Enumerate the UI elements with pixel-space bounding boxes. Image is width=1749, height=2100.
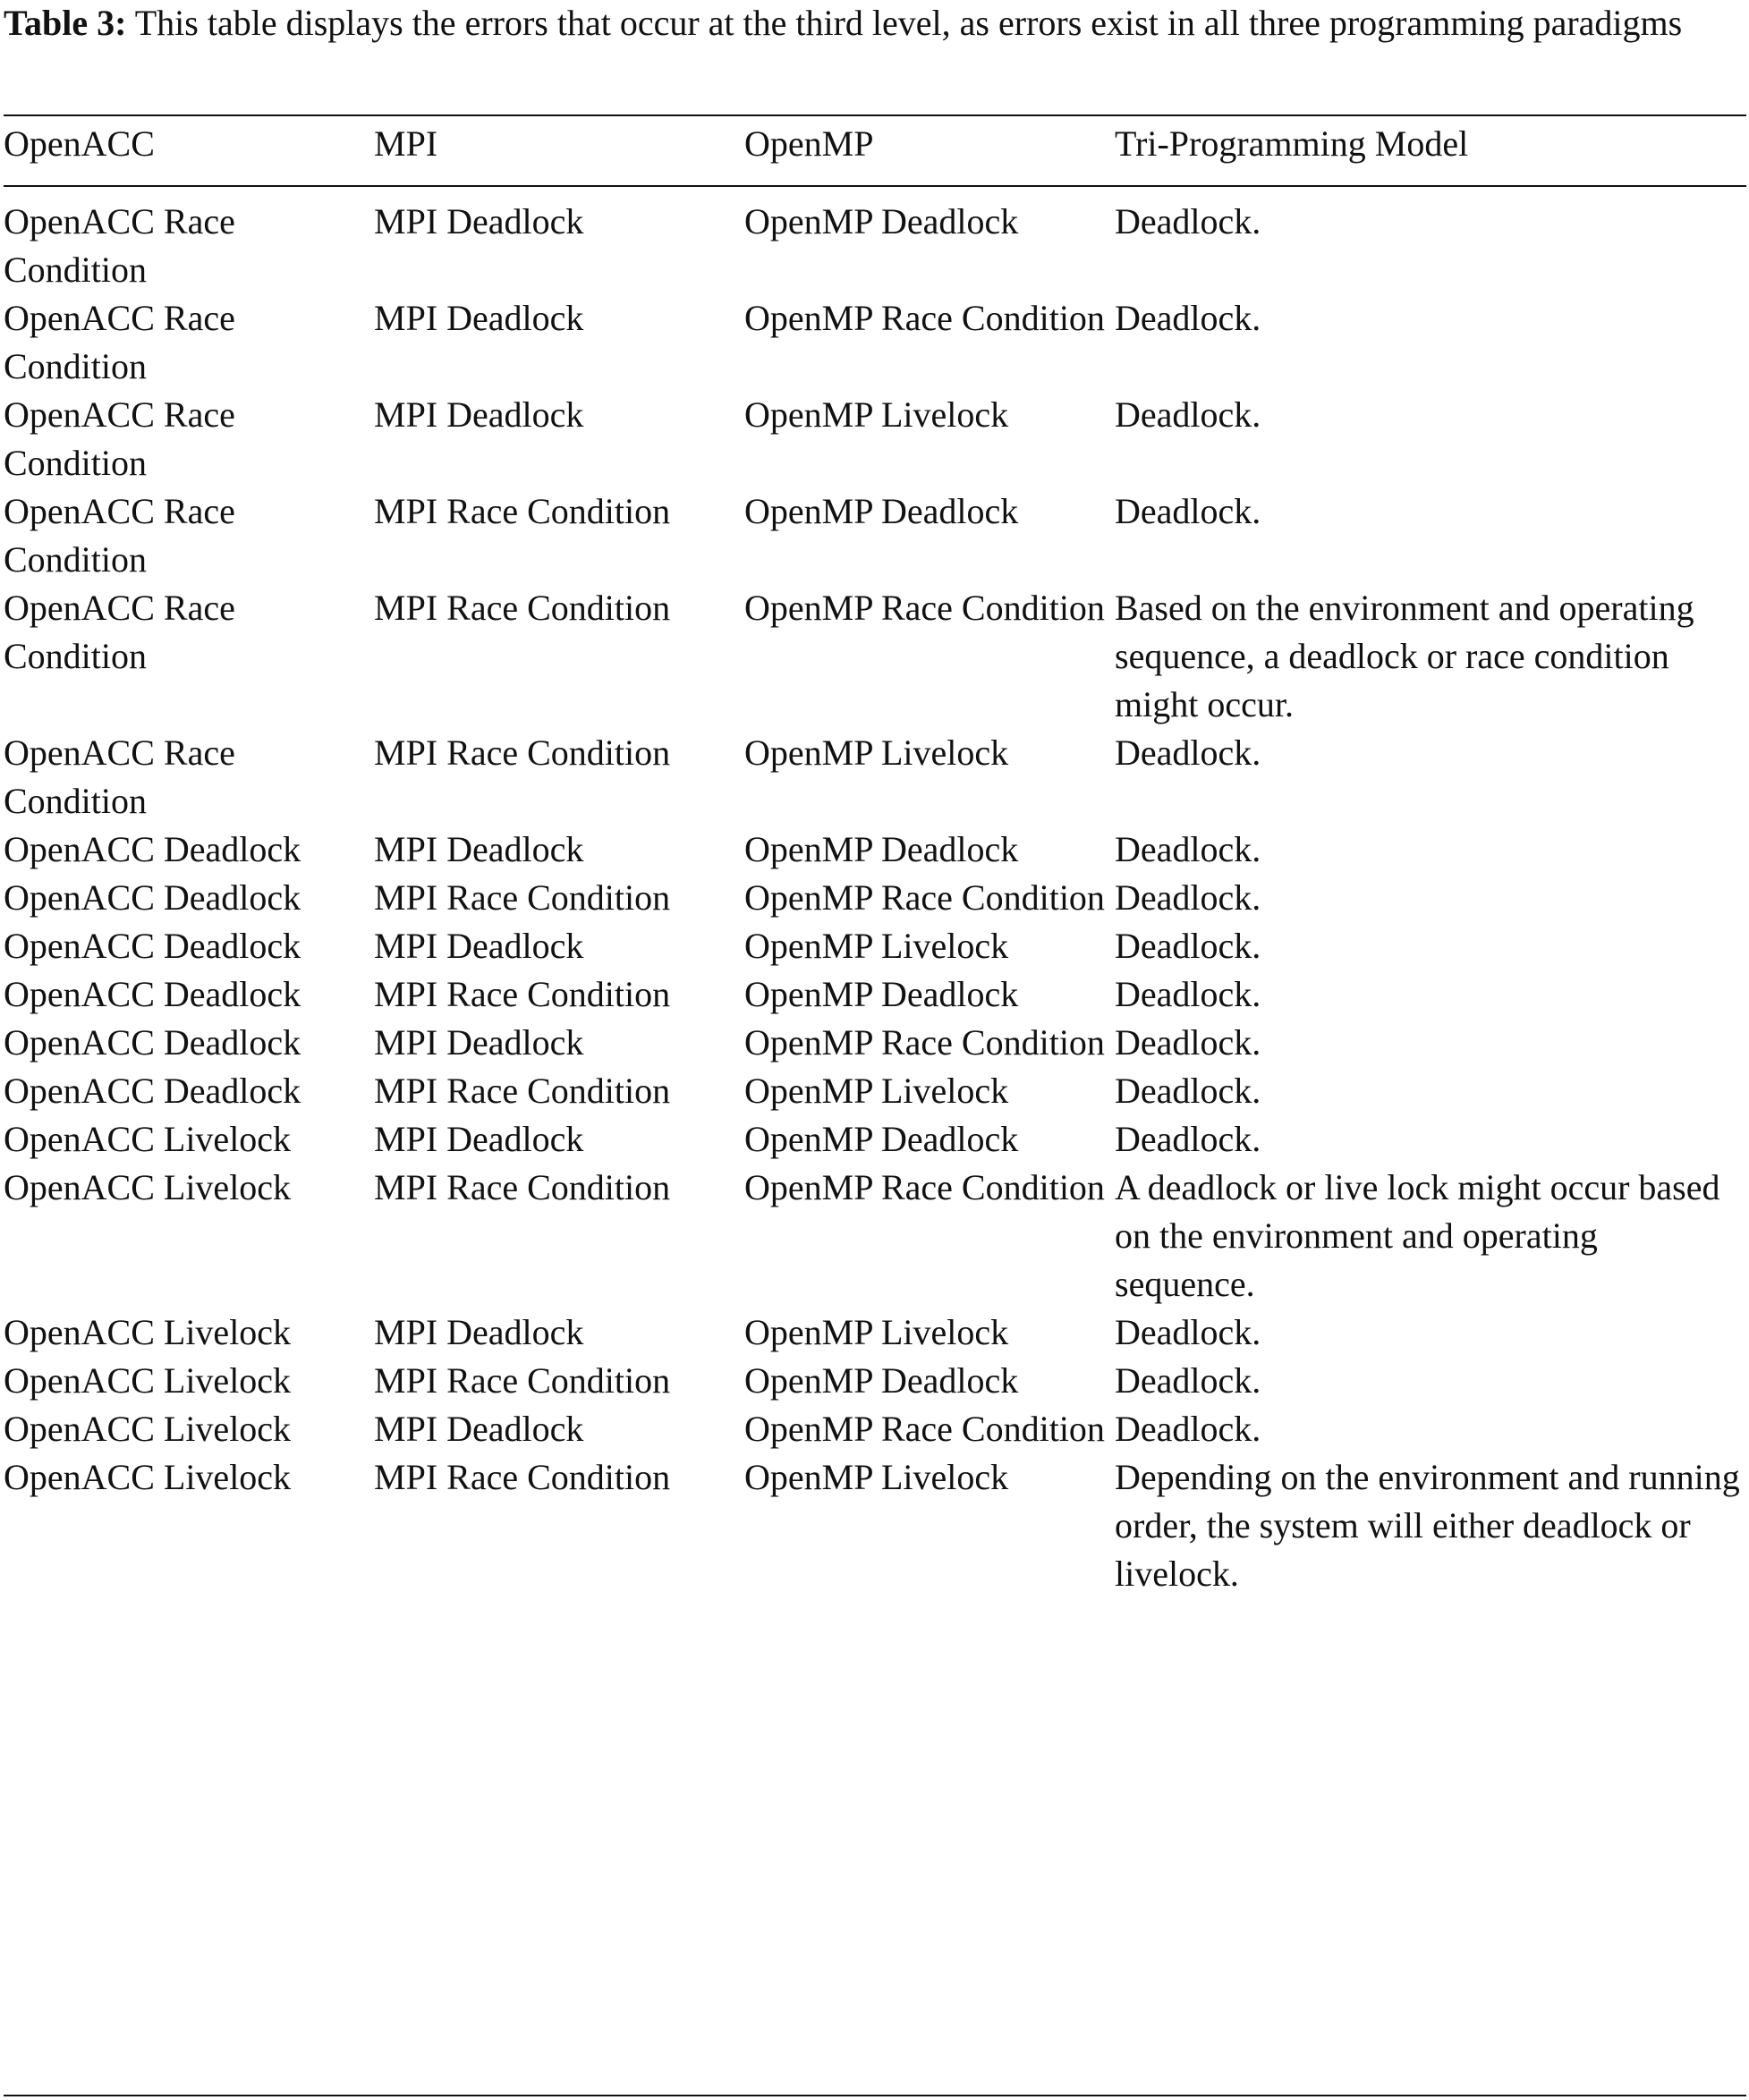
- header-openacc: OpenACC: [4, 123, 155, 164]
- mpi-cell: MPI Race Condition: [374, 491, 671, 531]
- table-row: [4, 487, 1746, 584]
- table-row: [4, 922, 1746, 970]
- model-cell: Deadlock.: [1115, 1312, 1261, 1352]
- table-row: [4, 391, 1746, 487]
- openacc-cell: OpenACC Livelock: [4, 1360, 292, 1401]
- bottom-rule: [4, 2095, 1746, 2096]
- openmp-cell: OpenMP Deadlock: [744, 1119, 1019, 1159]
- openacc-cell: OpenACC Deadlock: [4, 829, 301, 869]
- openacc-cell: OpenACC Deadlock: [4, 926, 301, 966]
- openacc-cell: OpenACC Deadlock: [4, 877, 301, 918]
- table-row: [4, 294, 1746, 391]
- header-openmp: OpenMP: [744, 123, 874, 164]
- openmp-cell: OpenMP Deadlock: [744, 491, 1019, 531]
- openmp-cell: OpenMP Livelock: [744, 394, 1009, 435]
- table-row: [4, 729, 1746, 826]
- mpi-cell: MPI Deadlock: [374, 829, 584, 869]
- model-cell: Deadlock.: [1115, 394, 1261, 435]
- table-row: [4, 826, 1746, 874]
- openacc-cell: OpenACC Deadlock: [4, 974, 301, 1014]
- mpi-cell: MPI Race Condition: [374, 1457, 671, 1497]
- openacc-cell: OpenACC Race Condition: [4, 298, 235, 386]
- table-row: [4, 1115, 1746, 1164]
- caption-text: This table displays the errors that occur at the third level, as errors exist in all three programming paradigms: [134, 3, 1683, 43]
- table-caption: [4, 0, 1746, 47]
- mpi-cell: MPI Race Condition: [374, 1071, 671, 1111]
- openmp-cell: OpenMP Race Condition: [744, 298, 1105, 338]
- openmp-cell: OpenMP Race Condition: [744, 588, 1105, 628]
- openmp-cell: OpenMP Livelock: [744, 732, 1009, 773]
- mpi-cell: MPI Deadlock: [374, 394, 584, 435]
- model-cell: Deadlock.: [1115, 298, 1261, 338]
- table-row: [4, 1019, 1746, 1067]
- mpi-cell: MPI Race Condition: [374, 1167, 671, 1207]
- openacc-cell: OpenACC Livelock: [4, 1409, 292, 1449]
- table-row: [4, 1405, 1746, 1453]
- table-row: [4, 185, 1746, 294]
- openmp-cell: OpenMP Deadlock: [744, 1360, 1019, 1401]
- openacc-cell: OpenACC Race Condition: [4, 491, 235, 580]
- openacc-cell: OpenACC Livelock: [4, 1312, 292, 1352]
- openacc-cell: OpenACC Race Condition: [4, 732, 235, 821]
- mpi-cell: MPI Deadlock: [374, 1119, 584, 1159]
- model-cell: Based on the environment and operating sequence, a deadlock or race condition might occur.: [1115, 588, 1694, 724]
- table-figure: [4, 0, 1746, 1594]
- model-cell: Deadlock.: [1115, 974, 1261, 1014]
- model-cell: Deadlock.: [1115, 877, 1261, 918]
- top-rule: [4, 114, 1746, 116]
- header-mpi: MPI: [374, 123, 438, 164]
- mpi-cell: MPI Deadlock: [374, 1022, 584, 1063]
- mpi-cell: MPI Race Condition: [374, 1360, 671, 1401]
- openmp-cell: OpenMP Livelock: [744, 1312, 1009, 1352]
- table-row: [4, 970, 1746, 1019]
- mpi-cell: MPI Race Condition: [374, 732, 671, 773]
- mpi-cell: MPI Deadlock: [374, 1409, 584, 1449]
- table-row: [4, 1308, 1746, 1357]
- openacc-cell: OpenACC Livelock: [4, 1167, 292, 1207]
- mpi-cell: MPI Deadlock: [374, 926, 584, 966]
- model-cell: Deadlock.: [1115, 1022, 1261, 1063]
- openmp-cell: OpenMP Race Condition: [744, 877, 1105, 918]
- openacc-cell: OpenACC Livelock: [4, 1457, 292, 1497]
- header-tri-programming-model: Tri-Programming Model: [1115, 123, 1469, 164]
- table-row: [4, 874, 1746, 922]
- model-cell: Deadlock.: [1115, 1409, 1261, 1449]
- openmp-cell: OpenMP Race Condition: [744, 1022, 1105, 1063]
- openmp-cell: OpenMP Deadlock: [744, 974, 1019, 1014]
- table-row: [4, 1453, 1746, 1598]
- mpi-cell: MPI Deadlock: [374, 298, 584, 338]
- mpi-cell: MPI Deadlock: [374, 1312, 584, 1352]
- openmp-cell: OpenMP Livelock: [744, 1457, 1009, 1497]
- model-cell: Deadlock.: [1115, 1071, 1261, 1111]
- header-row: [4, 120, 1746, 185]
- model-cell: Depending on the environment and running order, the system will either deadlock or livelock.: [1115, 1457, 1740, 1594]
- table-row: [4, 1164, 1746, 1308]
- errors-table: [4, 120, 1746, 1598]
- openacc-cell: OpenACC Deadlock: [4, 1022, 301, 1063]
- openmp-cell: OpenMP Livelock: [744, 1071, 1009, 1111]
- model-cell: Deadlock.: [1115, 491, 1261, 531]
- mpi-cell: MPI Race Condition: [374, 974, 671, 1014]
- openacc-cell: OpenACC Race Condition: [4, 201, 235, 290]
- model-cell: A deadlock or live lock might occur based on the environment and operating sequence.: [1115, 1167, 1720, 1304]
- openacc-cell: OpenACC Race Condition: [4, 588, 235, 676]
- mpi-cell: MPI Race Condition: [374, 588, 671, 628]
- model-cell: Deadlock.: [1115, 829, 1261, 869]
- table-row: [4, 584, 1746, 729]
- model-cell: Deadlock.: [1115, 201, 1261, 241]
- table-body: [4, 185, 1746, 1598]
- mpi-cell: MPI Deadlock: [374, 201, 584, 241]
- model-cell: Deadlock.: [1115, 1119, 1261, 1159]
- openmp-cell: OpenMP Race Condition: [744, 1409, 1105, 1449]
- model-cell: Deadlock.: [1115, 1360, 1261, 1401]
- openmp-cell: OpenMP Livelock: [744, 926, 1009, 966]
- openacc-cell: OpenACC Deadlock: [4, 1071, 301, 1111]
- openmp-cell: OpenMP Race Condition: [744, 1167, 1105, 1207]
- table-row: [4, 1067, 1746, 1115]
- mpi-cell: MPI Race Condition: [374, 877, 671, 918]
- openmp-cell: OpenMP Deadlock: [744, 829, 1019, 869]
- model-cell: Deadlock.: [1115, 732, 1261, 773]
- table-row: [4, 1357, 1746, 1405]
- openacc-cell: OpenACC Race Condition: [4, 394, 235, 483]
- caption-label: Table 3:: [4, 3, 127, 43]
- openmp-cell: OpenMP Deadlock: [744, 201, 1019, 241]
- model-cell: Deadlock.: [1115, 926, 1261, 966]
- openacc-cell: OpenACC Livelock: [4, 1119, 292, 1159]
